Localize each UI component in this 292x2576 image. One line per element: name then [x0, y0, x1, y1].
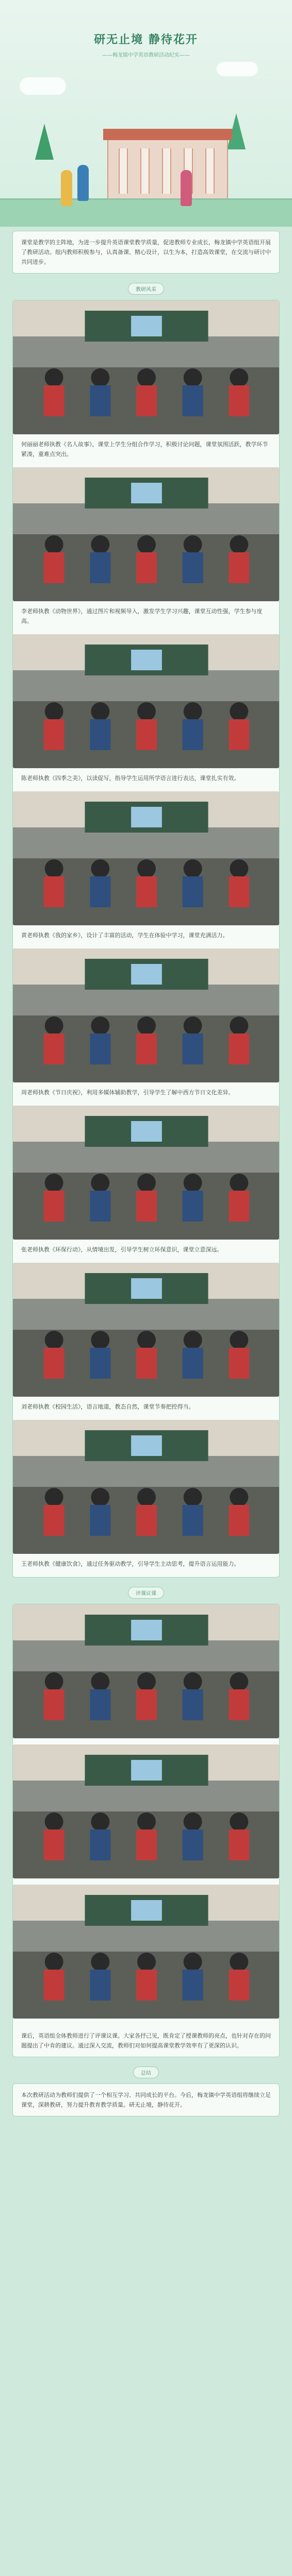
cloud-decoration [20, 77, 66, 95]
classroom-photo [13, 791, 279, 925]
photo-block [13, 634, 279, 791]
photo-caption: 何丽丽老师执教《名人故事》，课堂上学生分组合作学习，积极讨论问题，课堂氛围活跃，教学环节紧凑，重难点突出。 [21, 441, 268, 457]
student-illustration [77, 165, 89, 201]
photo-block [13, 1885, 279, 2025]
section-label: 教研风采 [128, 283, 164, 295]
student-illustration [181, 170, 192, 206]
classroom-photo [13, 1106, 279, 1240]
cloud-decoration [217, 62, 258, 76]
classroom-photo [13, 300, 279, 434]
student-illustration [61, 170, 72, 206]
classroom-photo [13, 1604, 279, 1738]
photo-block [13, 1604, 279, 1744]
classroom-photo [13, 1420, 279, 1554]
classroom-photo [13, 1263, 279, 1397]
section-label: 总结 [133, 2066, 159, 2078]
photo-block [13, 1744, 279, 1885]
classroom-photo [13, 948, 279, 1082]
page-title: 研无止境 静待花开 [94, 33, 198, 46]
photo-block [13, 1420, 279, 1577]
photo-block [13, 948, 279, 1106]
section-label: 评课议课 [128, 1587, 164, 1599]
photo-caption [13, 2019, 279, 2025]
classroom-photo [13, 467, 279, 601]
summary-text: 本次教研活动为教师们提供了一个相互学习、共同成长的平台。今后，梅龙镇中学英语组将继续立足课堂，深耕教研，努力提升教育教学质量。研无止境，静待花开。 [21, 2092, 271, 2108]
intro-text: 课堂是教学的主阵地，为进一步提升英语课堂教学质量，促进教师专业成长，梅龙镇中学英语组开展了教研活动。组内教师积极参与，认真备课、精心设计，以生为本，打造高效课堂，在交流与研讨中共同进步。 [21, 239, 271, 265]
page-subtitle: ——梅龙镇中学英语教研活动纪实—— [102, 53, 190, 58]
review-text: 课后，英语组全体教师进行了评课议课。大家各抒己见，既肯定了授课教师的亮点，也针对存在的问题提出了中肯的建议。通过深入交流，教师们对如何提高课堂教学效率有了更深的认识。 [21, 2032, 271, 2049]
section-summary [12, 2083, 280, 2116]
photo-block [13, 1106, 279, 1263]
photo-block [13, 467, 279, 634]
photo-caption [13, 1738, 279, 1744]
classroom-photo [13, 634, 279, 768]
photo-caption: 周老师执教《节日庆祝》，利用多媒体辅助教学，引导学生了解中西方节日文化差异。 [21, 1089, 234, 1096]
photo-caption: 黄老师执教《我的家乡》，设计了丰富的活动，学生在体验中学习，课堂充满活力。 [21, 932, 229, 939]
ground-decoration [0, 198, 292, 227]
photo-block [13, 300, 279, 467]
classroom-photo [13, 1885, 279, 2019]
photo-caption: 张老师执教《环保行动》，从情境出发，引导学生树立环保意识，课堂立意深远。 [21, 1246, 223, 1253]
photo-caption: 李老师执教《动物世界》，通过图片和视频导入，激发学生学习兴趣，课堂互动性强，学生参与度高。 [21, 608, 263, 624]
photo-caption: 王老师执教《健康饮食》，通过任务驱动教学，引导学生主动思考，提升语言运用能力。 [21, 1561, 240, 1567]
classroom-photo [13, 1744, 279, 1878]
photo-caption: 刘老师执教《校园生活》，语言地道，教态自然，课堂节奏把控得当。 [21, 1403, 194, 1410]
photo-block [13, 791, 279, 948]
intro-card [12, 231, 280, 274]
header-banner [0, 0, 292, 227]
photo-block [13, 1263, 279, 1420]
school-building-illustration [107, 139, 228, 203]
photo-caption [13, 1878, 279, 1885]
tree-icon [35, 124, 54, 160]
photo-caption: 陈老师执教《四季之美》，以读促写，指导学生运用所学语言进行表达，课堂扎实有效。 [21, 775, 240, 782]
section-review [12, 1604, 280, 2057]
section-teaching [12, 300, 280, 1578]
